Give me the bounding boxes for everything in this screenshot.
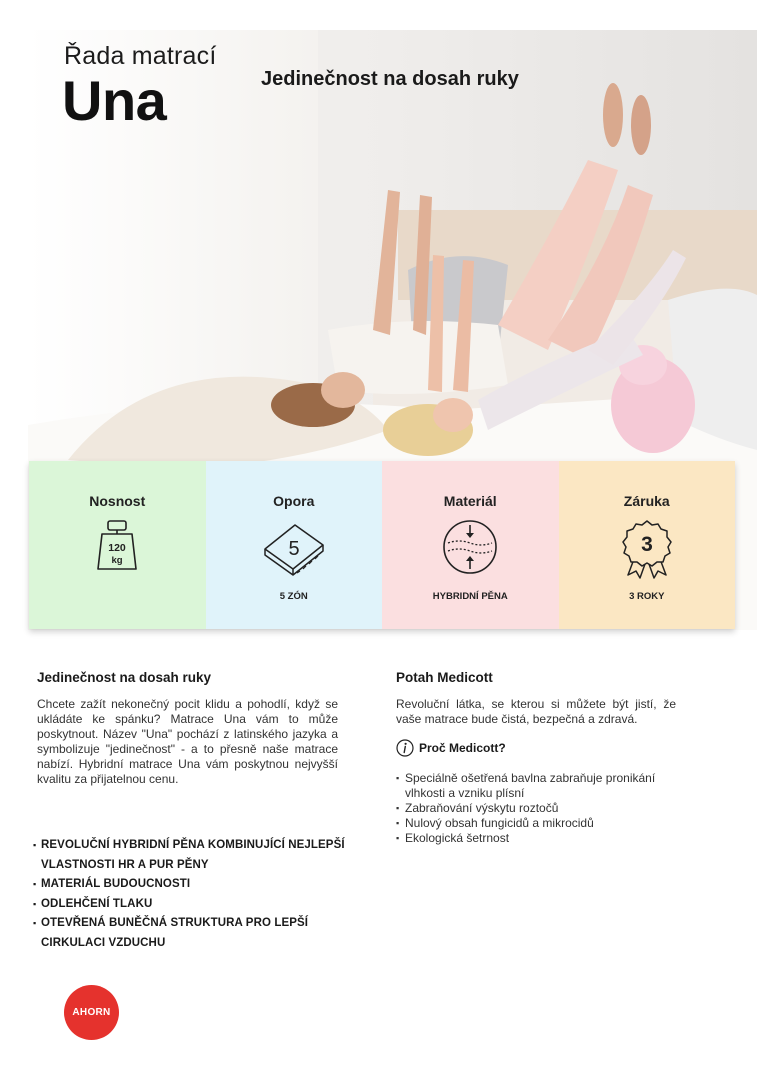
why-medicott-label: Proč Medicott? [419, 740, 506, 755]
medicott-list [396, 771, 676, 846]
info-icon [396, 739, 414, 757]
feature-panel [29, 461, 735, 629]
feature-label: Záruka [623, 493, 670, 509]
hero-tagline: Jedinečnost na dosah ruky [261, 68, 519, 90]
zones-count: 5 [288, 538, 300, 560]
cover-paragraph: Revoluční látka, se kterou si můžete být jistí, že vaše matrace bude čistá, bezpečná a zdravá. [396, 697, 676, 726]
list-item: ▪ Ekologická šetrnost [396, 831, 676, 846]
product-title: Una [62, 69, 167, 132]
feature-label: Opora [273, 493, 315, 509]
feature-warranty [559, 461, 736, 629]
feature-load-capacity [29, 461, 206, 629]
weight-value: 120 [108, 542, 127, 554]
intro-heading: Jedinečnost na dosah ruky [37, 670, 212, 685]
list-item: ▪ OTEVŘENÁ BUNĚČNÁ STRUKTURA PRO LEPŠÍ CIRKULACI VZDUCHU [33, 914, 373, 953]
list-item: ▪ Zabraňování výskytu roztočů [396, 801, 676, 816]
feature-support [206, 461, 383, 629]
list-item: ▪ REVOLUČNÍ HYBRIDNÍ PĚNA KOMBINUJÍCÍ NEJLEPŠÍ VLASTNOSTI HR A PUR PĚNY [33, 836, 373, 875]
cover-heading: Potah Medicott [396, 670, 493, 685]
hybrid-foam-icon [442, 519, 498, 575]
weight-icon [94, 519, 140, 577]
logo-text: AHORN [72, 1007, 111, 1018]
series-subtitle: Řada matrací [64, 42, 217, 70]
feature-material [382, 461, 559, 629]
list-item: ▪ ODLEHČENÍ TLAKU [33, 895, 373, 915]
feature-label: Nosnost [89, 493, 146, 509]
why-medicott [396, 739, 676, 757]
feature-value: HYBRIDNÍ PĚNA [432, 591, 508, 602]
cover-section [396, 670, 676, 846]
weight-unit: kg [111, 555, 123, 566]
list-item: ▪ Speciálně ošetřená bavlna zabraňuje pronikání vlhkosti a vzniku plísní [396, 771, 676, 801]
warranty-badge-icon [620, 519, 674, 579]
mattress-zones-icon [261, 519, 327, 577]
benefits-list [33, 836, 373, 953]
ahorn-logo [64, 985, 119, 1040]
feature-value: 3 ROKY [629, 591, 665, 602]
feature-value: 5 ZÓN [279, 591, 308, 602]
feature-label: Materiál [443, 493, 497, 509]
intro-paragraph: Chcete zažít nekonečný pocit klidu a pohodlí, když se ukládáte ke spánku? Matrace Una vám to může poskytnout. Název "Una" pochází z latinského jazyka a symbolizuje "jedinečnost" - a to přesně naše matrace nabízí. Hybridní matrace Una vám poskytnou nejvyšší kvalitu za přijatelnou cenu. [37, 697, 338, 786]
list-item: ▪ Nulový obsah fungicidů a mikrocidů [396, 816, 676, 831]
warranty-years: 3 [640, 533, 653, 556]
intro-section [37, 670, 338, 787]
list-item: ▪ MATERIÁL BUDOUCNOSTI [33, 875, 373, 895]
